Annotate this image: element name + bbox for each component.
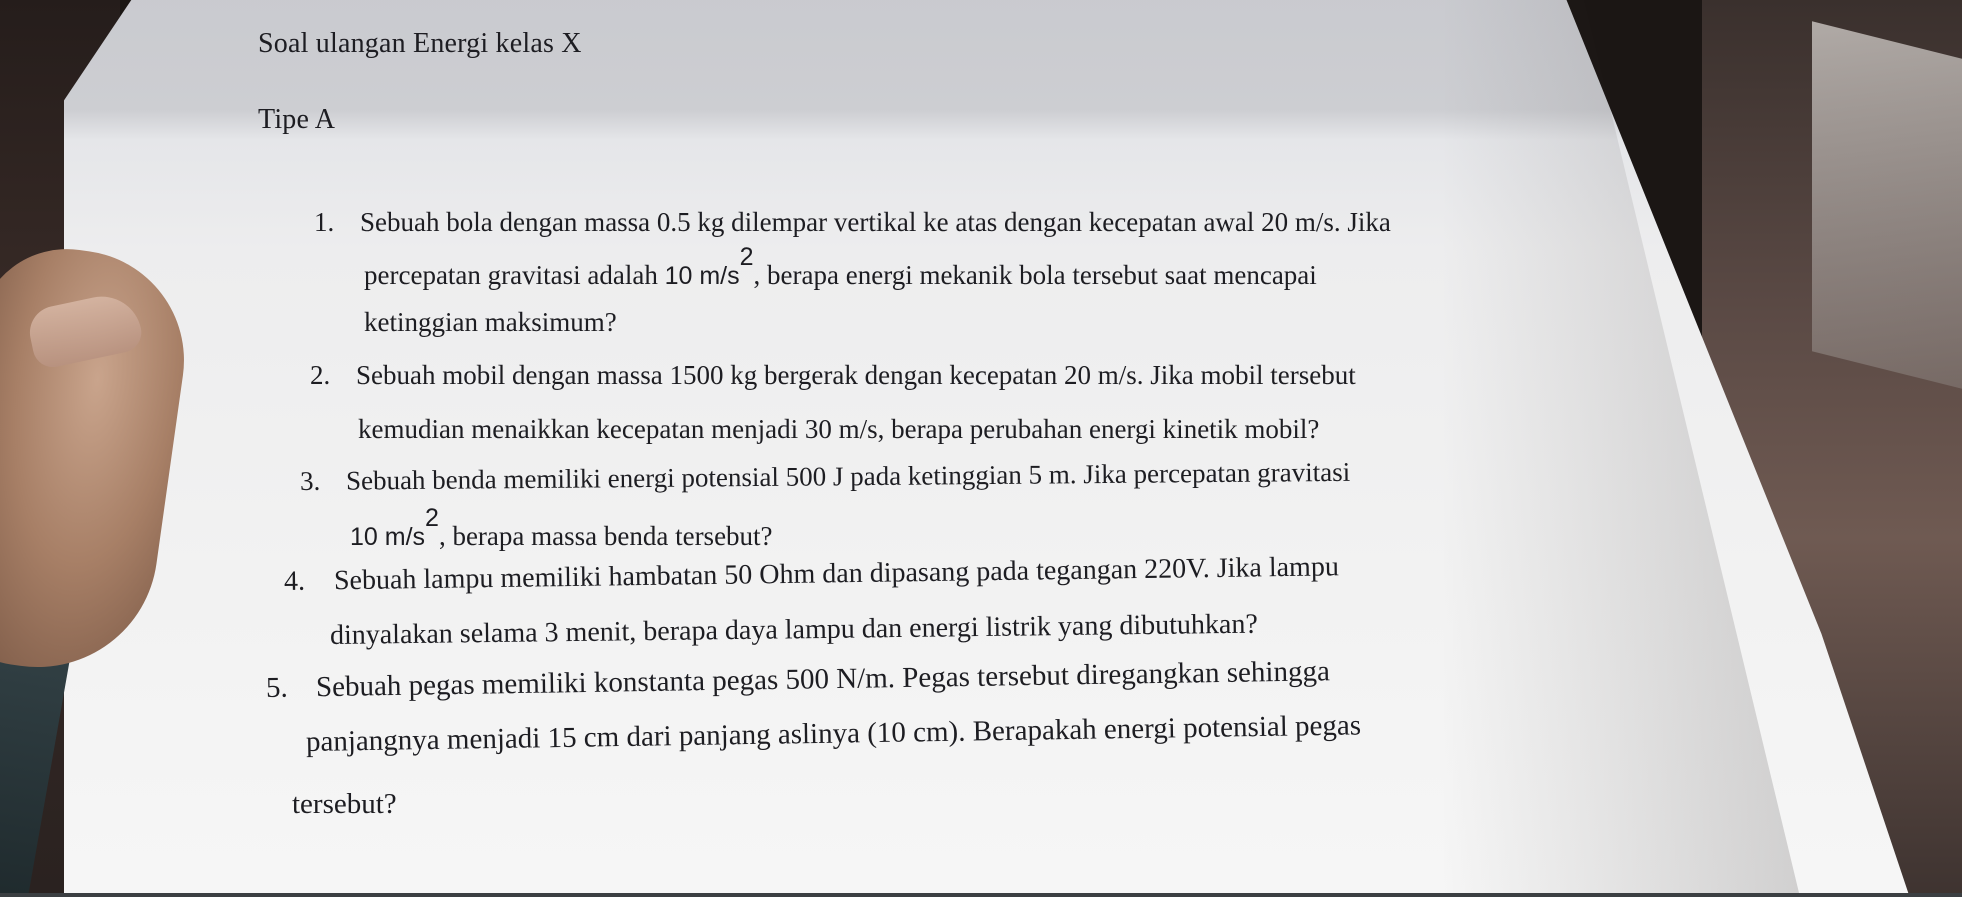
question-5-line-3 [292,788,397,821]
question-3-line-2 [350,504,773,552]
question-number: 3. [299,465,321,496]
question-text: Sebuah mobil dengan massa 1500 kg bergerak dengan kecepatan 20 m/s. Jika mobil tersebut [356,360,1356,390]
question-number: 5. [265,671,288,704]
question-number: 1. [314,207,335,237]
question-text: percepatan gravitasi adalah [364,259,665,290]
question-text: , berapa energi mekanik bola tersebut saat mencapai [753,259,1317,290]
question-1-line-3 [364,307,617,338]
question-2-line-1 [310,360,1356,391]
question-text: panjangnya menjadi 15 cm dari panjang aslinya (10 cm). Berapakah energi potensial pegas [305,709,1362,758]
question-text: kemudian menaikkan kecepatan menjadi 30 m/s, berapa perubahan energi kinetik mobil? [358,414,1320,444]
question-text: ketinggian maksimum? [364,307,617,337]
unit-text: 10 m/s [664,261,740,290]
document-title: Soal ulangan Energi kelas X [258,28,582,59]
question-2-line-2 [358,414,1319,445]
question-text: tersebut? [292,788,397,820]
question-text: dinyalakan selama 3 menit, berapa daya lampu dan energi listrik yang dibutuhkan? [329,608,1258,651]
background-light-patch [1812,21,1962,388]
question-text: Sebuah bola dengan massa 0.5 kg dilempar vertikal ke atas dengan kecepatan awal 20 m/s. Jika [360,207,1391,237]
question-number: 4. [283,565,306,597]
unit-exponent: 2 [425,504,439,532]
question-1-line-1 [314,207,1391,238]
document-type: Tipe A [258,104,336,135]
unit-text: 10 m/s [350,522,426,551]
question-text: Sebuah benda memiliki energi potensial 500 J pada ketinggian 5 m. Jika percepatan gravitasi [345,456,1351,496]
question-text: Sebuah pegas memiliki konstanta pegas 500 N/m. Pegas tersebut diregangkan sehingga [315,655,1331,704]
question-1-line-2 [364,243,1317,291]
question-number: 2. [310,360,331,390]
question-text: , berapa massa benda tersebut? [438,520,773,551]
unit-exponent: 2 [739,243,754,271]
question-text: Sebuah lampu memiliki hambatan 50 Ohm dan dipasang pada tegangan 220V. Jika lampu [333,551,1340,597]
bottom-edge [0,893,1962,897]
